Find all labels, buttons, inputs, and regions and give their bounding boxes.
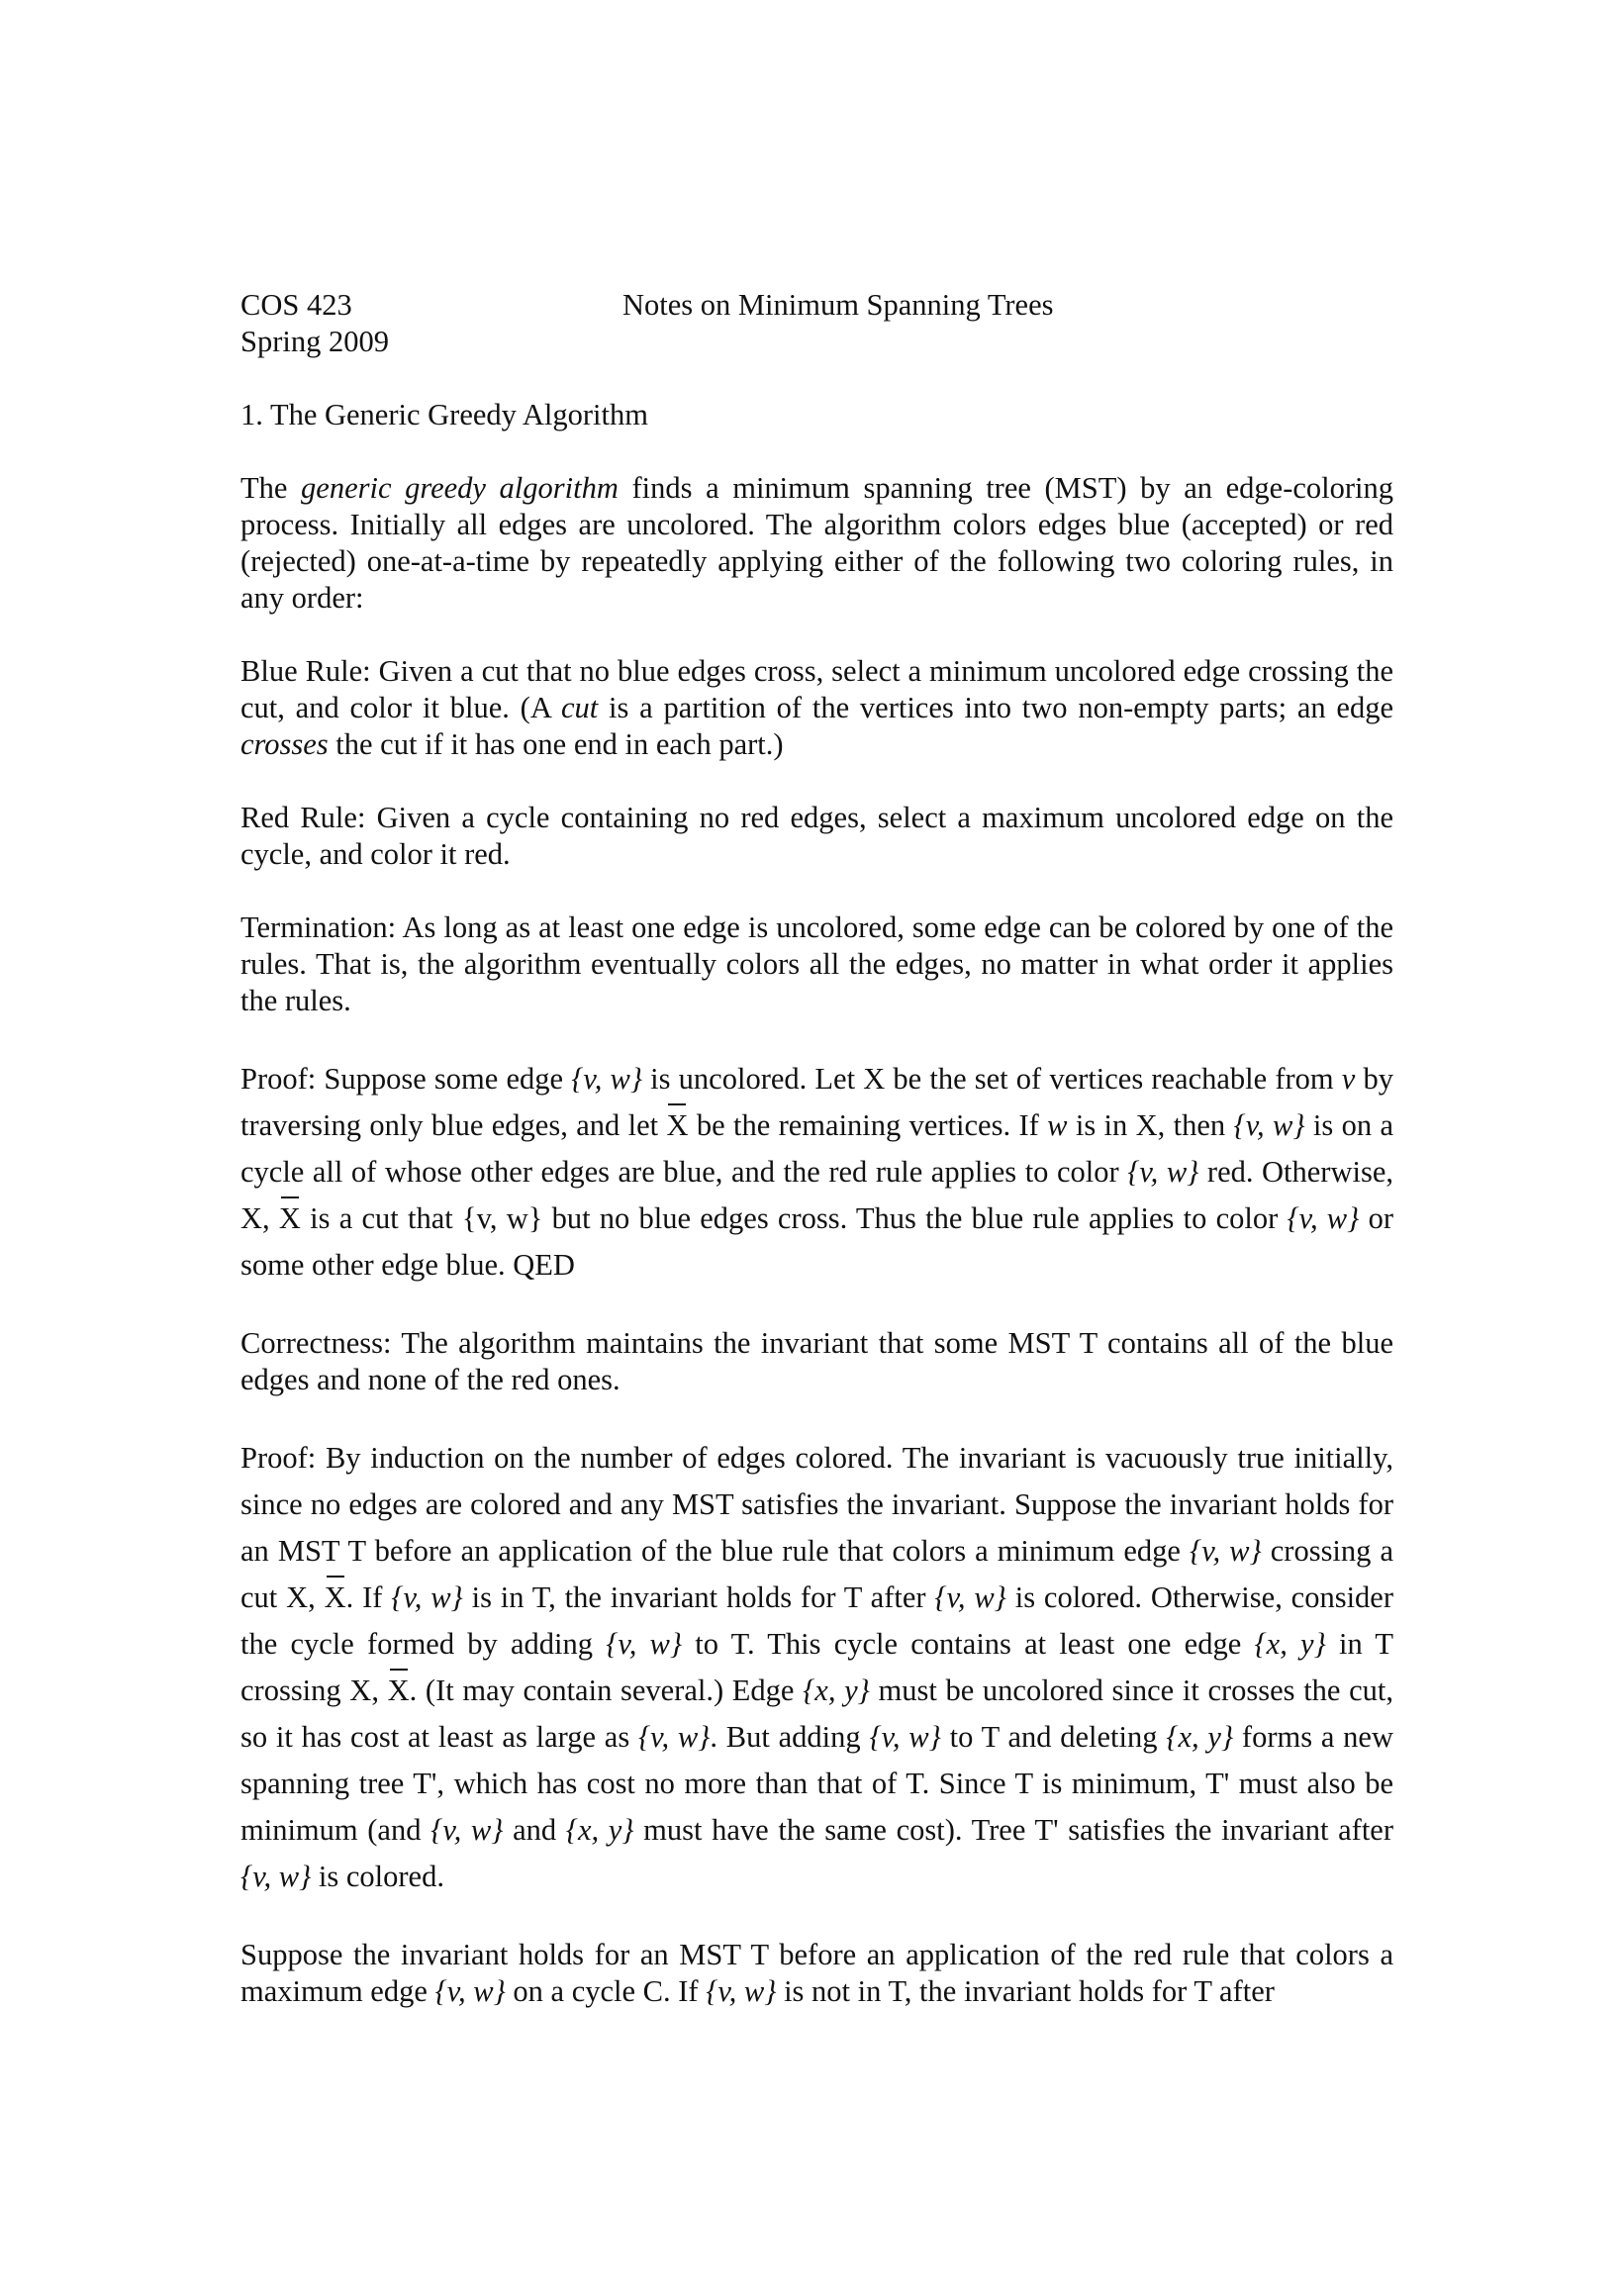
generic-greedy-term: generic greedy algorithm [301, 471, 619, 505]
correctness-paragraph: Correctness: The algorithm maintains the invariant that some MST T contains all of the blue edges and none of the red ones. [240, 1326, 1393, 1396]
course-code: COS 423 [240, 288, 352, 322]
document-header [240, 287, 1393, 360]
document-title: Notes on Minimum Spanning Trees [622, 288, 1054, 322]
section-heading: 1. The Generic Greedy Algorithm [240, 398, 648, 431]
document-page [240, 287, 1393, 2010]
term: Spring 2009 [240, 325, 389, 358]
intro-paragraph: The generic greedy algorithm finds a minimum spanning tree (MST) by an edge-coloring process. Initially all edges are uncolored. The algorithm colors edges blue (accepted) or red (rejected) one-at-a-time by repeatedly applying either of the following two coloring rules, in any order: [240, 471, 1394, 615]
correctness-proof-paragraph: Proof: By induction on the number of edges colored. The invariant is vacuously true initially, since no edges are colored and any MST satisfies the invariant. Suppose the invariant holds for an MST T before an application of the blue rule that colors a minimum edge {v, w} crossing a cut X, X. If {v, w} is in T, the invariant holds for T after {v, w} is colored. Otherwise, consider the cycle formed by adding {v, w} to T. This cycle contains at least one edge {x, y} in T crossing X, X. (It may contain several.) Edge {x, y} must be uncolored since it crosses the cut, so it has cost at least as large as {v, w}. But adding {v, w} to T and deleting {x, y} forms a new spanning tree T', which has cost no more than that of T. Since T is minimum, T' must also be minimum (and {v, w} and {x, y} must have the same cost). Tree T' satisfies the invariant after {v, w} is colored. [240, 1441, 1393, 1893]
termination-paragraph: Termination: As long as at least one edge is uncolored, some edge can be colored by one of the rules. That is, the algorithm eventually colors all the edges, no matter in what order it applies the rules. [240, 910, 1393, 1017]
blue-rule-paragraph: Blue Rule: Given a cut that no blue edges cross, select a minimum uncolored edge crossing the cut, and color it blue. (A cut is a partition of the vertices into two non-empty parts; an edge crosses the cut if it has one end in each part.) [240, 654, 1393, 761]
red-rule-paragraph: Red Rule: Given a cycle containing no red edges, select a maximum uncolored edge on the cycle, and color it red. [240, 801, 1393, 871]
red-rule-invariant-paragraph: Suppose the invariant holds for an MST T before an application of the red rule that colors a maximum edge {v, w} on a cycle C. If {v, w} is not in T, the invariant holds for T after [240, 1938, 1393, 2008]
termination-proof-paragraph: Proof: Suppose some edge {v, w} is uncolored. Let X be the set of vertices reachable from v by traversing only blue edges, and let X be the remaining vertices. If w is in X, then {v, w} is on a cycle all of whose other edges are blue, and the red rule applies to color {v, w} red. Otherwise, X, X is a cut that {v, w} but no blue edges cross. Thus the blue rule applies to color {v, w} or some other edge blue. QED [240, 1062, 1394, 1282]
